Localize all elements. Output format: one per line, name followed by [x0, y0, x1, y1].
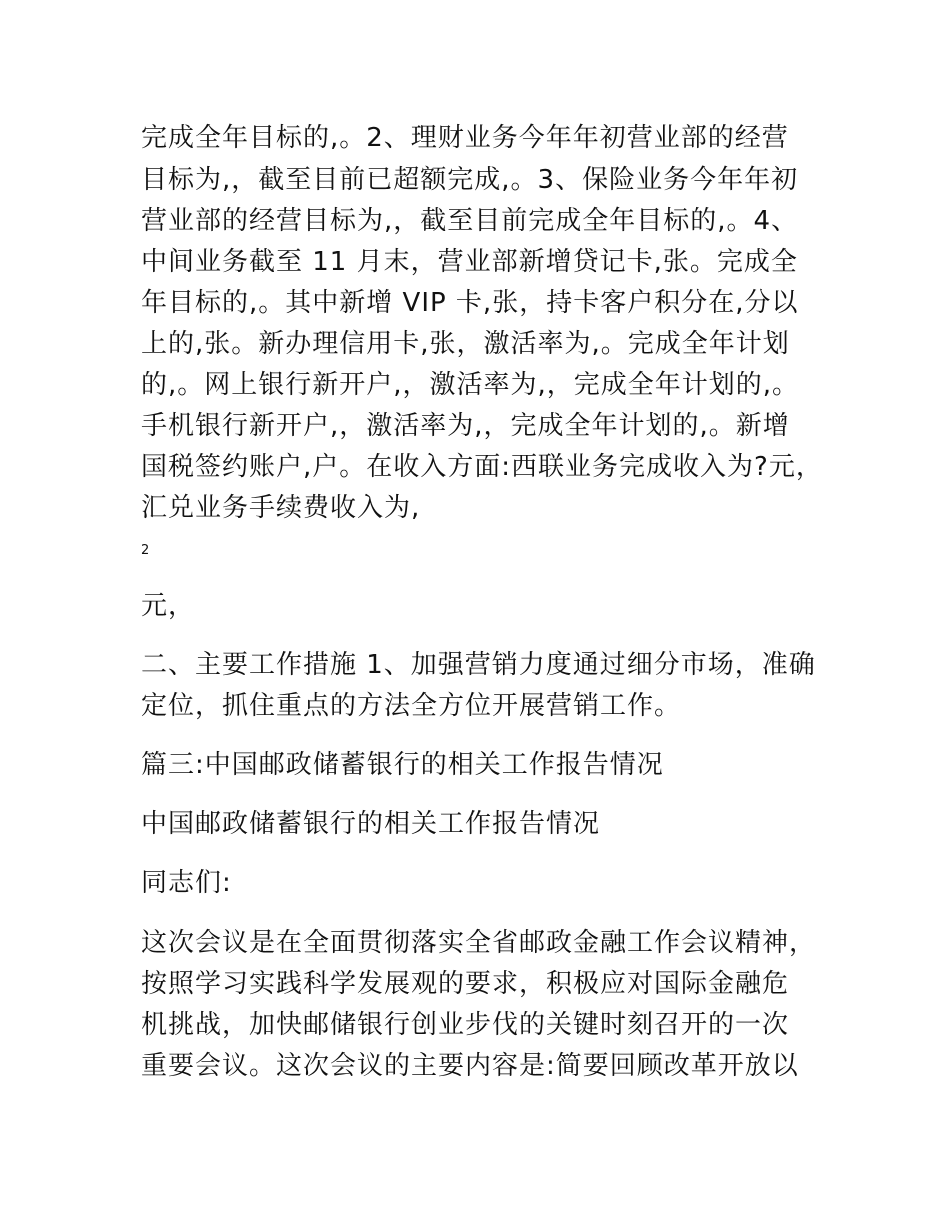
chapter-heading: 篇三:中国邮政储蓄银行的相关工作报告情况	[141, 750, 664, 780]
paragraph-line: 中间业务截至 11 月末，营业部新增贷记卡,张。完成全	[141, 247, 798, 277]
section-heading-line: 二、主要工作措施 1、加强营销力度通过细分市场，准确	[141, 650, 816, 680]
report-title: 中国邮政储蓄银行的相关工作报告情况	[141, 809, 601, 839]
page-number: 2	[141, 543, 150, 558]
salutation: 同志们:	[141, 868, 232, 898]
paragraph-line: 机挑战，加快邮储银行创业步伐的关键时刻召开的一次	[141, 1010, 790, 1040]
paragraph-line: 这次会议是在全面贯彻落实全省邮政金融工作会议精神，	[141, 928, 817, 958]
section-heading-line: 定位，抓住重点的方法全方位开展营销工作。	[141, 691, 682, 721]
paragraph-line: 完成全年目标的,。2、理财业务今年年初营业部的经营	[141, 123, 789, 153]
paragraph-line: 国税签约账户,户。在收入方面:西联业务完成收入为?元，	[141, 452, 823, 482]
paragraph-line: 的,。网上银行新开户,，激活率为,，完成全年计划的,。	[141, 370, 800, 400]
paragraph-line: 重要会议。这次会议的主要内容是:简要回顾改革开放以	[141, 1051, 799, 1081]
paragraph-line: 上的,张。新办理信用卡,张，激活率为,。完成全年计划	[141, 329, 790, 359]
paragraph-line: 汇兑业务手续费收入为,	[141, 493, 421, 523]
paragraph-line: 目标为,，截至目前已超额完成,。3、保险业务今年年初	[141, 165, 799, 195]
paragraph-line: 营业部的经营目标为,，截至目前完成全年目标的,。4、	[141, 206, 799, 236]
paragraph-line: 按照学习实践科学发展观的要求，积极应对国际金融危	[141, 969, 790, 999]
paragraph-line: 手机银行新开户,，激活率为,，完成全年计划的,。新增	[141, 411, 790, 441]
paragraph-line: 年目标的,。其中新增 VIP 卡,张，持卡客户积分在,分以	[141, 288, 799, 318]
paragraph-line: 元，	[141, 591, 196, 621]
